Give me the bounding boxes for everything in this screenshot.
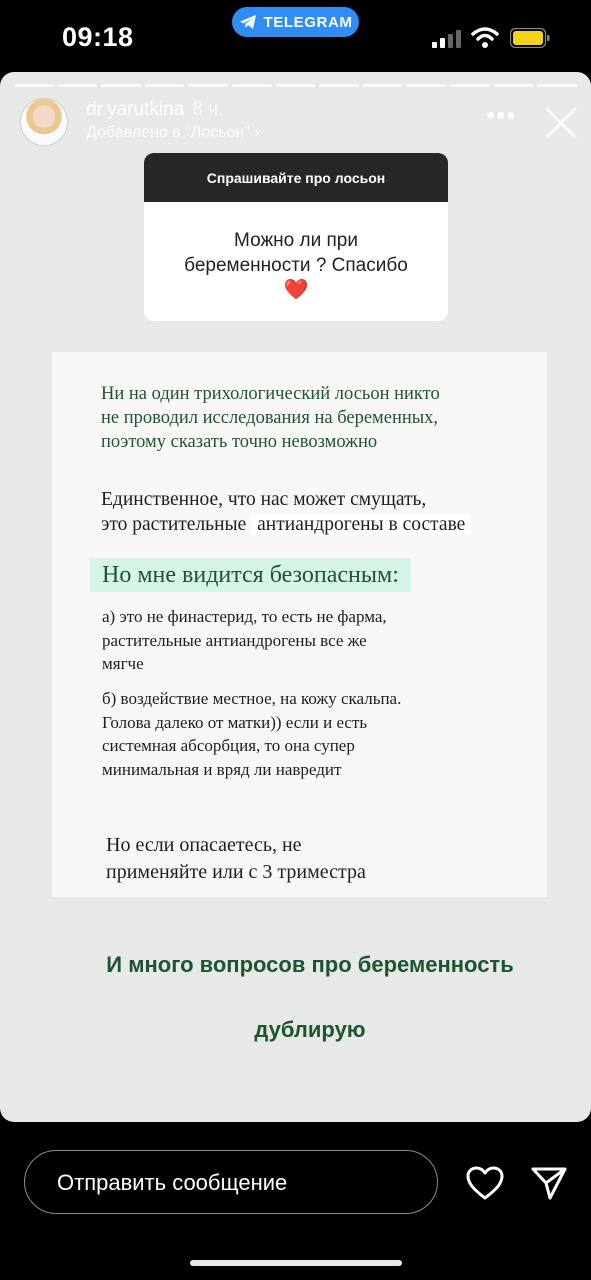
caption-questions: И много вопросов про беременность [106,952,514,977]
telegram-pill[interactable] [232,7,359,37]
highlight-link[interactable] [86,124,260,142]
text-line: это растительные [101,514,247,535]
point-b [102,687,512,781]
status-bar [0,0,591,72]
added-to-label: Добавлено в "Лосьон" [86,124,250,141]
text-line: мягче [102,654,144,673]
telegram-pill-label: TELEGRAM [263,13,353,31]
text-line: Ни на один трихологический лосьон никто [101,384,440,404]
telegram-icon [239,14,257,30]
text-line: Голова далеко от матки)) если и есть [102,712,368,732]
heart-emoji: ❤️ [283,279,309,301]
caption-duplicate: дублирую [254,1017,366,1042]
text-line: применяйте или с 3 триместра [106,861,366,883]
text-line: б) воздействие местное, на кожу скальпа. [102,689,402,708]
text-line: Единственное, что нас может смущать, [101,489,427,510]
username[interactable]: dr.yarutkina [86,99,185,120]
question-header: Спрашивайте про лосьон [144,153,448,202]
message-input[interactable] [24,1150,438,1214]
highlighted-text: антиандрогены в составе [251,514,471,535]
story-age: 8 ч. [192,99,224,120]
closing-advice [106,832,506,886]
heart-icon[interactable] [465,1165,505,1201]
text-line: минимальная и вряд ли навредит [102,759,342,779]
text-line: системная абсорбция, то она супер [102,736,355,755]
story-card[interactable] [0,72,591,1122]
message-placeholder: Отправить сообщение [57,1170,288,1195]
home-indicator [190,1260,402,1266]
question-line-2: беременности ? Спасибо [184,255,408,276]
story-author[interactable] [86,99,223,121]
avatar[interactable] [20,98,68,146]
text-line: Но если опасаетесь, не [106,834,302,856]
text-line: а) это не финастерид, то есть не фарма, [102,607,387,626]
story-progress [14,84,577,87]
paragraph-research [101,382,521,454]
answer-panel [52,352,547,897]
paragraph-concern [101,487,551,537]
chevron-right-icon: › [254,124,260,141]
battery-icon [510,28,550,48]
text-line: поэтому сказать точно невозможно [101,432,378,452]
wifi-icon [471,26,499,48]
question-line-1: Можно ли при [234,230,358,251]
text-line: растительные антиандрогены все же [102,630,367,650]
signal-icon [432,30,462,48]
more-icon[interactable]: ••• [486,100,517,130]
send-icon[interactable] [530,1164,568,1202]
highlight-heading: Но мне видится безопасным: [90,558,411,592]
status-time: 09:18 [62,22,134,52]
close-icon[interactable] [544,106,578,140]
text-line: не проводил исследования на беременных, [101,408,439,428]
point-a [102,605,512,676]
question-sticker [144,153,448,321]
